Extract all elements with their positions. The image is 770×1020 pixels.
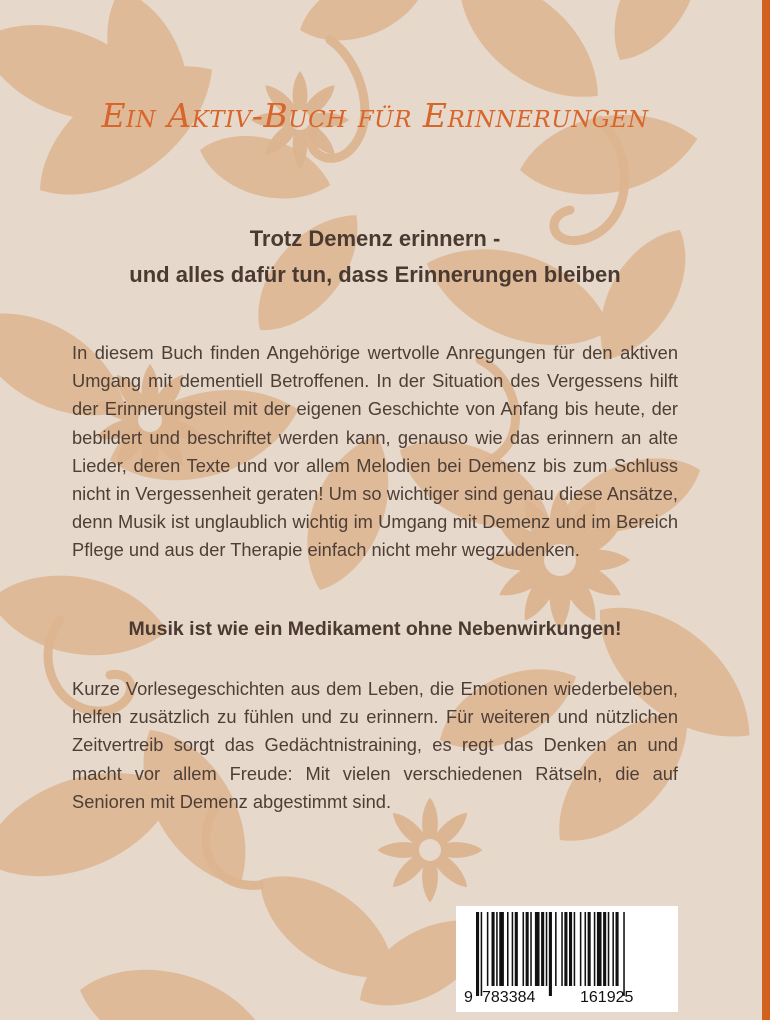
barcode-digits-group-2: 161925 bbox=[580, 989, 634, 1006]
barcode-bar bbox=[580, 912, 582, 986]
barcode-bar bbox=[476, 912, 479, 996]
barcode-bar bbox=[535, 912, 540, 986]
barcode-bar bbox=[549, 912, 552, 996]
subtitle-line-2: und alles dafür tun, dass Erinnerungen bleiben bbox=[129, 262, 621, 287]
barcode-bar bbox=[608, 912, 610, 986]
barcode-bar bbox=[481, 912, 483, 996]
book-title: Ein Aktiv-Buch für Erinnerungen bbox=[101, 96, 649, 135]
isbn-barcode bbox=[456, 906, 678, 1012]
barcode-bar bbox=[574, 912, 576, 986]
barcode-bar bbox=[555, 912, 557, 986]
description-paragraph-1: In diesem Buch finden Angehörige wertvolle Anregungen für den aktiven Umgang mit dementiell Betroffenen. In der Situation des Vergessens hilft der Erinnerungsteil mit der eigenen Geschichte von Anfang bis heute, der bebildert und beschriftet werden kann, genauso wie das erinnern an alte Lieder, deren Texte und vor allem Melodien bei Demenz bis zum Schluss nicht in Vergessenheit geraten! Um so wichtiger sind genau diese Ansätze, denn Musik ist unglaublich wichtig im Umgang mit Demenz und im Bereich Pflege und aus der Therapie einfach nicht mehr wegzudenken. bbox=[72, 342, 678, 561]
description-paragraph-2: Kurze Vorlesegeschichten aus dem Leben, die Emotionen wiederbeleben, helfen zusätzlich zu fühlen und zu erinnern. Für weiteren und nützlichen Zeitvertreib sorgt das Gedächtnistraining, es regt das Denken an und macht vor allem Freude: Mit vielen verschiedenen Rätseln, die auf Senioren mit Demenz abgestimmt sind. bbox=[72, 678, 678, 812]
barcode-bar bbox=[603, 912, 606, 986]
barcode-bar bbox=[594, 912, 596, 986]
barcode-bar bbox=[526, 912, 529, 986]
barcode-bar bbox=[564, 912, 567, 986]
barcode-bar bbox=[496, 912, 498, 986]
barcode-bar bbox=[612, 912, 614, 986]
barcode-bar bbox=[541, 912, 544, 986]
spine-stripe bbox=[762, 0, 770, 1020]
barcode-bar bbox=[507, 912, 509, 986]
barcode-bar bbox=[597, 912, 602, 986]
emphasis-statement: Musik ist wie ein Medikament ohne Nebenwirkungen! bbox=[128, 618, 622, 640]
barcode-digits-group-1: 783384 bbox=[482, 989, 536, 1006]
barcode-bar bbox=[492, 912, 495, 986]
barcode-bar bbox=[515, 912, 518, 986]
barcode-bar bbox=[530, 912, 532, 986]
barcode-bar bbox=[585, 912, 587, 986]
barcode-lead-digit: 9 bbox=[464, 989, 473, 1006]
barcode-bar bbox=[616, 912, 619, 986]
barcode-bars bbox=[456, 906, 678, 1012]
barcode-bar bbox=[499, 912, 504, 986]
barcode-bar bbox=[588, 912, 591, 986]
barcode-bar bbox=[561, 912, 563, 986]
barcode-bar bbox=[569, 912, 572, 986]
barcode-bar bbox=[546, 912, 548, 986]
barcode-bar bbox=[487, 912, 489, 986]
barcode-bar bbox=[523, 912, 525, 986]
barcode-bar bbox=[623, 912, 625, 996]
subtitle-line-1: Trotz Demenz erinnern - bbox=[249, 226, 501, 251]
barcode-bar bbox=[512, 912, 514, 986]
